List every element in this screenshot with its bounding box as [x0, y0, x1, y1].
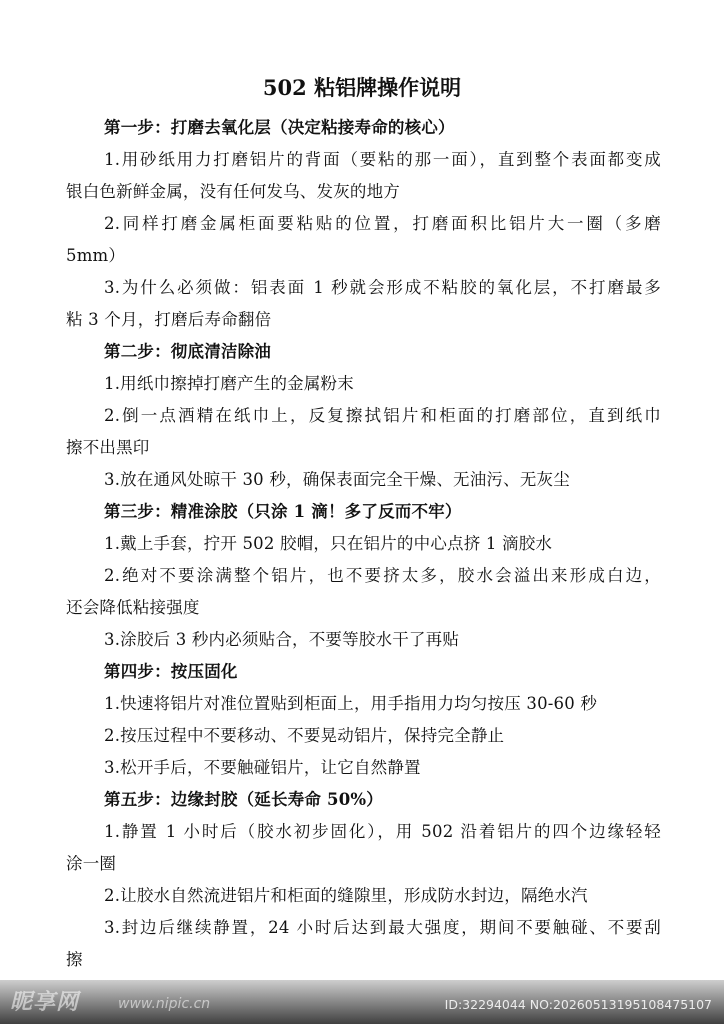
document-body — [66, 112, 661, 976]
paragraph-line: 2.倒一点酒精在纸巾上，反复擦拭铝片和柜面的打磨部位，直到纸巾 — [104, 406, 661, 425]
paragraph-line: 3.松开手后，不要触碰铝片，让它自然静置 — [104, 758, 421, 777]
section-heading: 第五步：边缘封胶（延长寿命 50%） — [104, 790, 383, 809]
watermark-site: www.nipic.cn — [118, 996, 211, 1012]
paragraph-line: 1.静置 1 小时后（胶水初步固化），用 502 沿着铝片的四个边缘轻轻 — [104, 822, 661, 841]
section-heading: 第三步：精准涂胶（只涂 1 滴！多了反而不牢） — [104, 502, 462, 521]
paragraph-line: 3.涂胶后 3 秒内必须贴合，不要等胶水干了再贴 — [104, 630, 460, 649]
section-heading: 第一步：打磨去氧化层（决定粘接寿命的核心） — [104, 118, 455, 137]
paragraph-line: 2.绝对不要涂满整个铝片，也不要挤太多，胶水会溢出来形成白边， — [104, 566, 661, 585]
paragraph-line: 2.按压过程中不要移动、不要晃动铝片，保持完全静止 — [104, 726, 505, 745]
section-heading: 第四步：按压固化 — [104, 662, 238, 681]
paragraph-line: 1.快速将铝片对准位置贴到柜面上，用手指用力均匀按压 30-60 秒 — [104, 694, 598, 713]
paragraph-line: 2.同样打磨金属柜面要粘贴的位置，打磨面积比铝片大一圈（多磨 — [104, 214, 661, 233]
paragraph-line: 3.封边后继续静置，24 小时后达到最大强度，期间不要触碰、不要刮 — [104, 918, 661, 937]
section-heading: 第二步：彻底清洁除油 — [104, 342, 271, 361]
paragraph-line: 涂一圈 — [66, 854, 117, 873]
paragraph-line: 擦 — [66, 950, 83, 969]
paragraph-line: 粘 3 个月，打磨后寿命翻倍 — [66, 310, 272, 329]
paragraph-line: 1.用砂纸用力打磨铝片的背面（要粘的那一面），直到整个表面都变成 — [104, 150, 661, 169]
watermark-id: ID:32294044 NO:20260513195108475107 — [444, 997, 712, 1012]
watermark-bar — [0, 980, 724, 1024]
paragraph-line: 3.放在通风处晾干 30 秒，确保表面完全干燥、无油污、无灰尘 — [104, 470, 570, 489]
paragraph-line: 5mm） — [66, 246, 126, 265]
paragraph-line: 擦不出黑印 — [66, 438, 150, 457]
paragraph-line: 3.为什么必须做：铝表面 1 秒就会形成不粘胶的氧化层，不打磨最多 — [104, 278, 661, 297]
watermark-logo: 昵享网 — [10, 990, 80, 1015]
paragraph-line: 1.戴上手套，拧开 502 胶帽，只在铝片的中心点挤 1 滴胶水 — [104, 534, 553, 553]
document-title: 502 粘铝牌操作说明 — [262, 75, 462, 100]
paragraph-line: 还会降低粘接强度 — [66, 598, 200, 617]
paragraph-line: 银白色新鲜金属，没有任何发乌、发灰的地方 — [66, 182, 400, 201]
paragraph-line: 2.让胶水自然流进铝片和柜面的缝隙里，形成防水封边，隔绝水汽 — [104, 886, 588, 905]
paragraph-line: 1.用纸巾擦掉打磨产生的金属粉末 — [104, 374, 354, 393]
